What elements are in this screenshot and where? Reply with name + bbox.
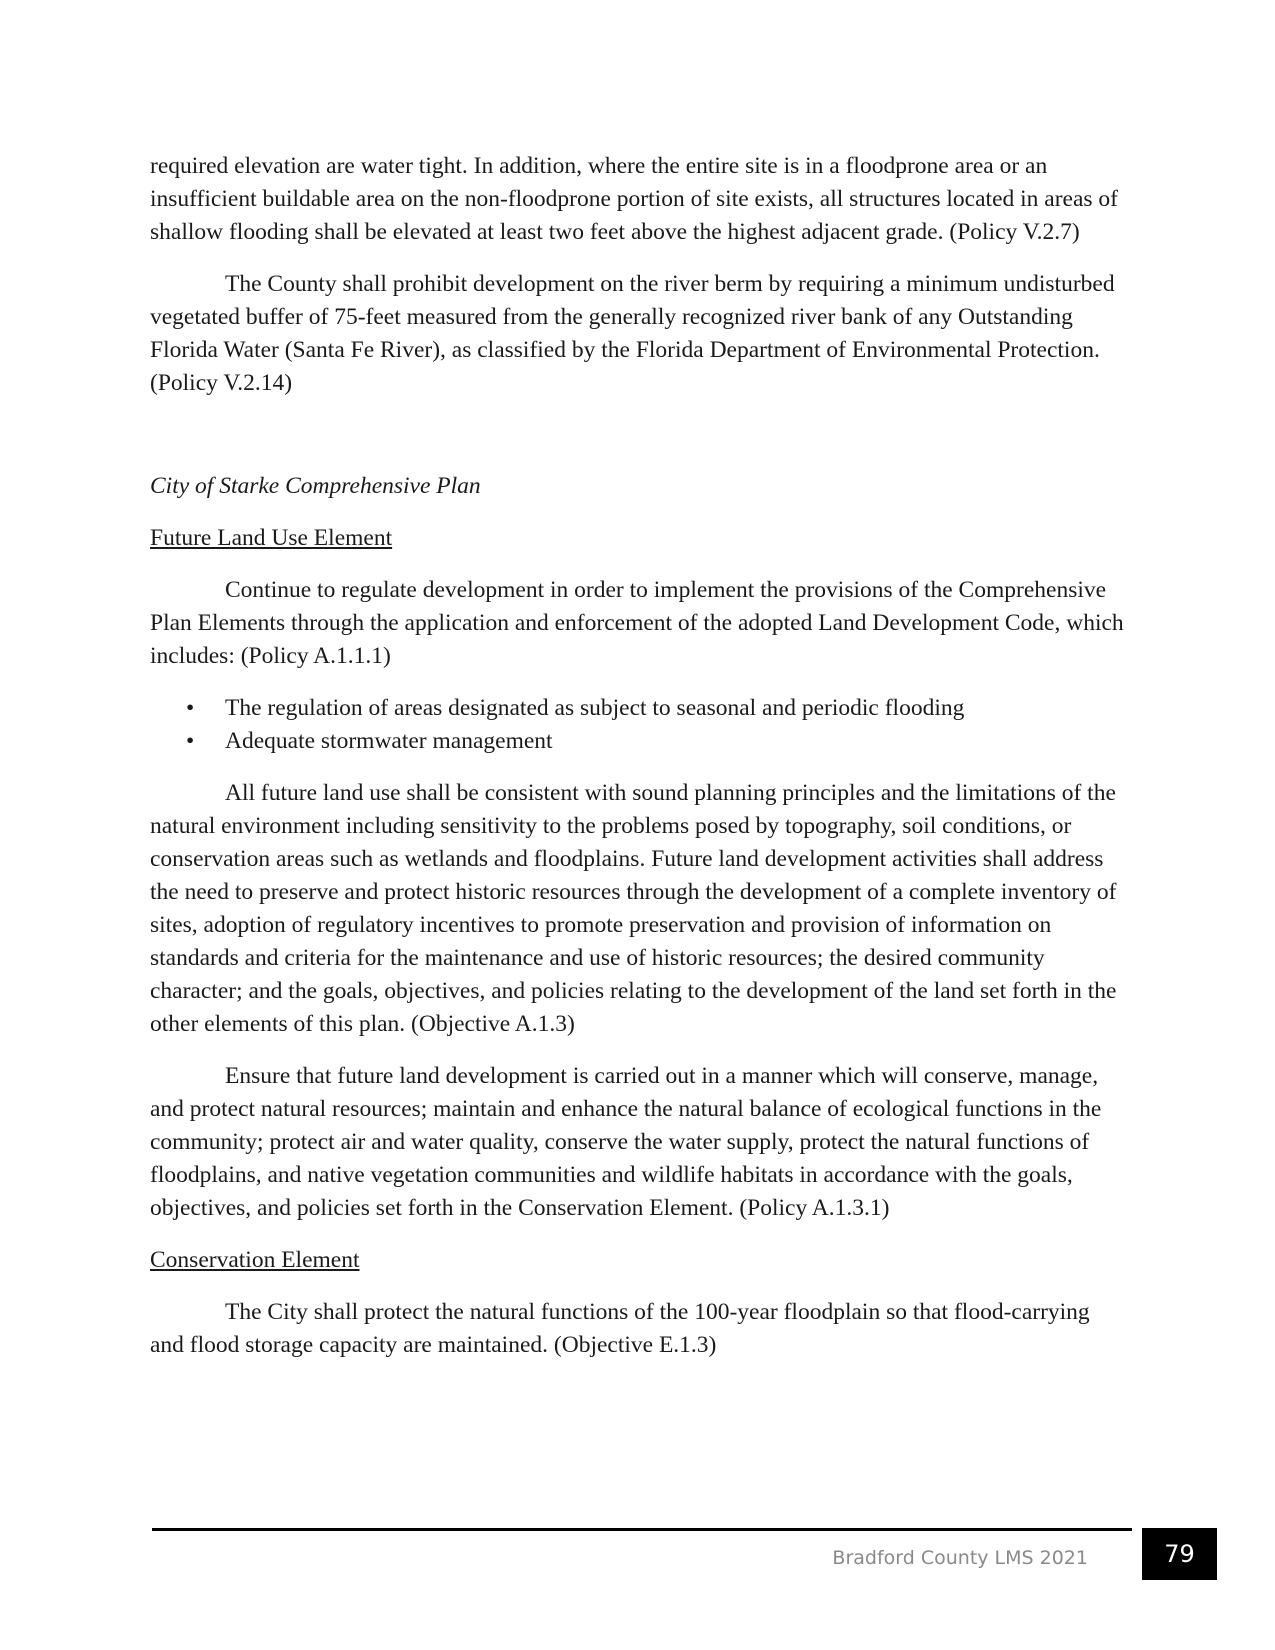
paragraph-future-land-use: All future land use shall be consistent with sound planning principles and the limitations of the natural environment including sensitivity to the problems posed by topography, soil conditions, or conservation areas such as wetlands and floodplains. Future land development activities shall address the need to preserve and protect historic resources through the development of a complete inventory of sites, adoption of regulatory incentives to promote preservation and provision of information on standards and criteria for the maintenance and use of historic resources; the desired community character; and the goals, objectives, and policies relating to the development of the land set forth in the other elements of this plan. (Objective A.1.3) (150, 780, 1117, 1037)
section-title: City of Starke Comprehensive Plan (150, 473, 481, 499)
list-item (150, 692, 1125, 725)
list-item-text: The regulation of areas designated as subject to seasonal and periodic flooding (225, 695, 965, 721)
page-body (150, 150, 1125, 1362)
footer-rule (152, 1528, 1132, 1531)
paragraph-river-berm: The County shall prohibit development on the river berm by requiring a minimum undisturbed vegetated buffer of 75-feet measured from the generally recognized river bank of any Outstanding Florida Water (Santa Fe River), as classified by the Florida Department of Environmental Protection. (Policy V.2.14) (150, 271, 1115, 396)
bullet-icon: • (186, 728, 195, 754)
paragraph-flood-elevation: required elevation are water tight. In addition, where the entire site is in a floodprone area or an insufficient buildable area on the non-floodprone portion of site exists, all structures located in areas of shallow flooding shall be elevated at least two feet above the highest adjacent grade. (Policy V.2.7) (150, 153, 1118, 245)
paragraph-floodplain: The City shall protect the natural functions of the 100-year floodplain so that flood-carrying and flood storage capacity are maintained. (Objective E.1.3) (150, 1299, 1090, 1358)
footer-title: Bradford County LMS 2021 (832, 1547, 1088, 1569)
page-number: 79 (1142, 1528, 1217, 1580)
list-item (150, 725, 1125, 758)
list-item-text: Adequate stormwater management (225, 728, 553, 754)
bullet-list (150, 692, 1125, 758)
paragraph-regulate-development: Continue to regulate development in order to implement the provisions of the Comprehensive Plan Elements through the application and enforcement of the adopted Land Development Code, which includes: (Policy A.1.1.1) (150, 577, 1124, 669)
paragraph-natural-resources: Ensure that future land development is carried out in a manner which will conserve, manage, and protect natural resources; maintain and enhance the natural balance of ecological functions in the community; protect air and water quality, conserve the water supply, protect the natural functions of floodplains, and native vegetation communities and wildlife habitats in accordance with the goals, objectives, and policies set forth in the Conservation Element. (Policy A.1.3.1) (150, 1063, 1102, 1221)
bullet-icon: • (186, 695, 195, 721)
future-land-use-heading: Future Land Use Element (150, 525, 393, 551)
conservation-heading: Conservation Element (150, 1247, 360, 1273)
